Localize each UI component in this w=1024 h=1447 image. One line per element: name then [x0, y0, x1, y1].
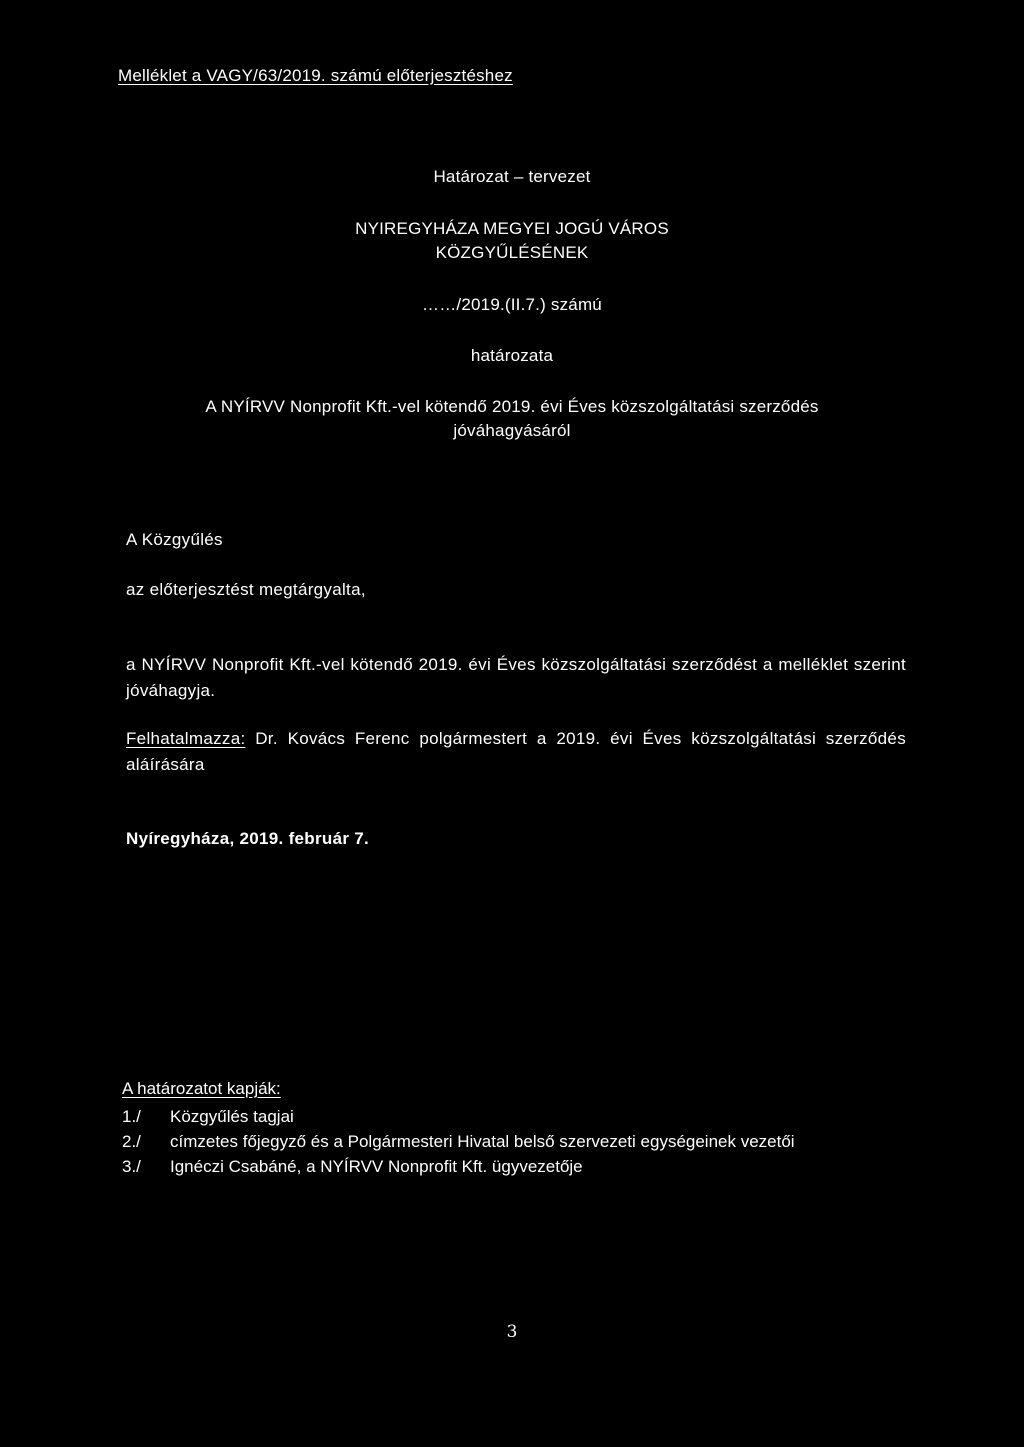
recipients-list	[122, 1104, 902, 1179]
assembly-label: A Közgyűlés	[126, 530, 223, 549]
resolution-subject-cont: jóváhagyásáról	[453, 421, 571, 440]
recipients-section	[122, 1078, 902, 1179]
discussed-statement: az előterjesztést megtárgyalta,	[126, 580, 366, 599]
authorization-label: Felhatalmazza:	[126, 729, 246, 748]
list-item-text: Közgyűlés tagjai	[170, 1107, 294, 1126]
city-name: NYIREGYHÁZA MEGYEI JOGÚ VÁROS	[355, 219, 669, 238]
approval-statement: a NYÍRVV Nonprofit Kft.-vel kötendő 2019. évi Éves közszolgáltatási szerződést a melléklet szerint jóváhagyja.	[126, 655, 906, 700]
resolution-number: ……/2019.(II.7.) számú	[422, 295, 602, 314]
attachment-note: Melléklet a VAGY/63/2019. számú előterjesztéshez	[118, 66, 513, 85]
list-item	[122, 1129, 902, 1154]
resolution-label: határozata	[470, 346, 554, 365]
draft-title: Határozat – tervezet	[433, 167, 591, 186]
recipients-heading: A határozatot kapják:	[122, 1079, 281, 1098]
authorization-text: Dr. Kovács Ferenc polgármestert a 2019. évi Éves közszolgáltatási szerződés aláírására	[126, 729, 906, 774]
resolution-subject: A NYÍRVV Nonprofit Kft.-vel kötendő 2019. évi Éves közszolgáltatási szerződés	[205, 397, 819, 416]
list-item	[122, 1104, 902, 1129]
list-item-number: 2./	[122, 1132, 141, 1151]
list-item-number: 3./	[122, 1157, 141, 1176]
authorization-statement	[126, 726, 906, 778]
place-and-date: Nyíregyháza, 2019. február 7.	[126, 829, 370, 848]
list-item-text: címzetes főjegyző és a Polgármesteri Hivatal belső szervezeti egységeinek vezetői	[170, 1132, 795, 1151]
list-item-text: Ignéczi Csabáné, a NYÍRVV Nonprofit Kft. ügyvezetője	[170, 1157, 583, 1176]
assembly-name: KÖZGYŰLÉSÉNEK	[435, 243, 589, 262]
page-number: 3	[506, 1322, 518, 1342]
list-item-number: 1./	[122, 1107, 141, 1126]
list-item	[122, 1154, 902, 1179]
